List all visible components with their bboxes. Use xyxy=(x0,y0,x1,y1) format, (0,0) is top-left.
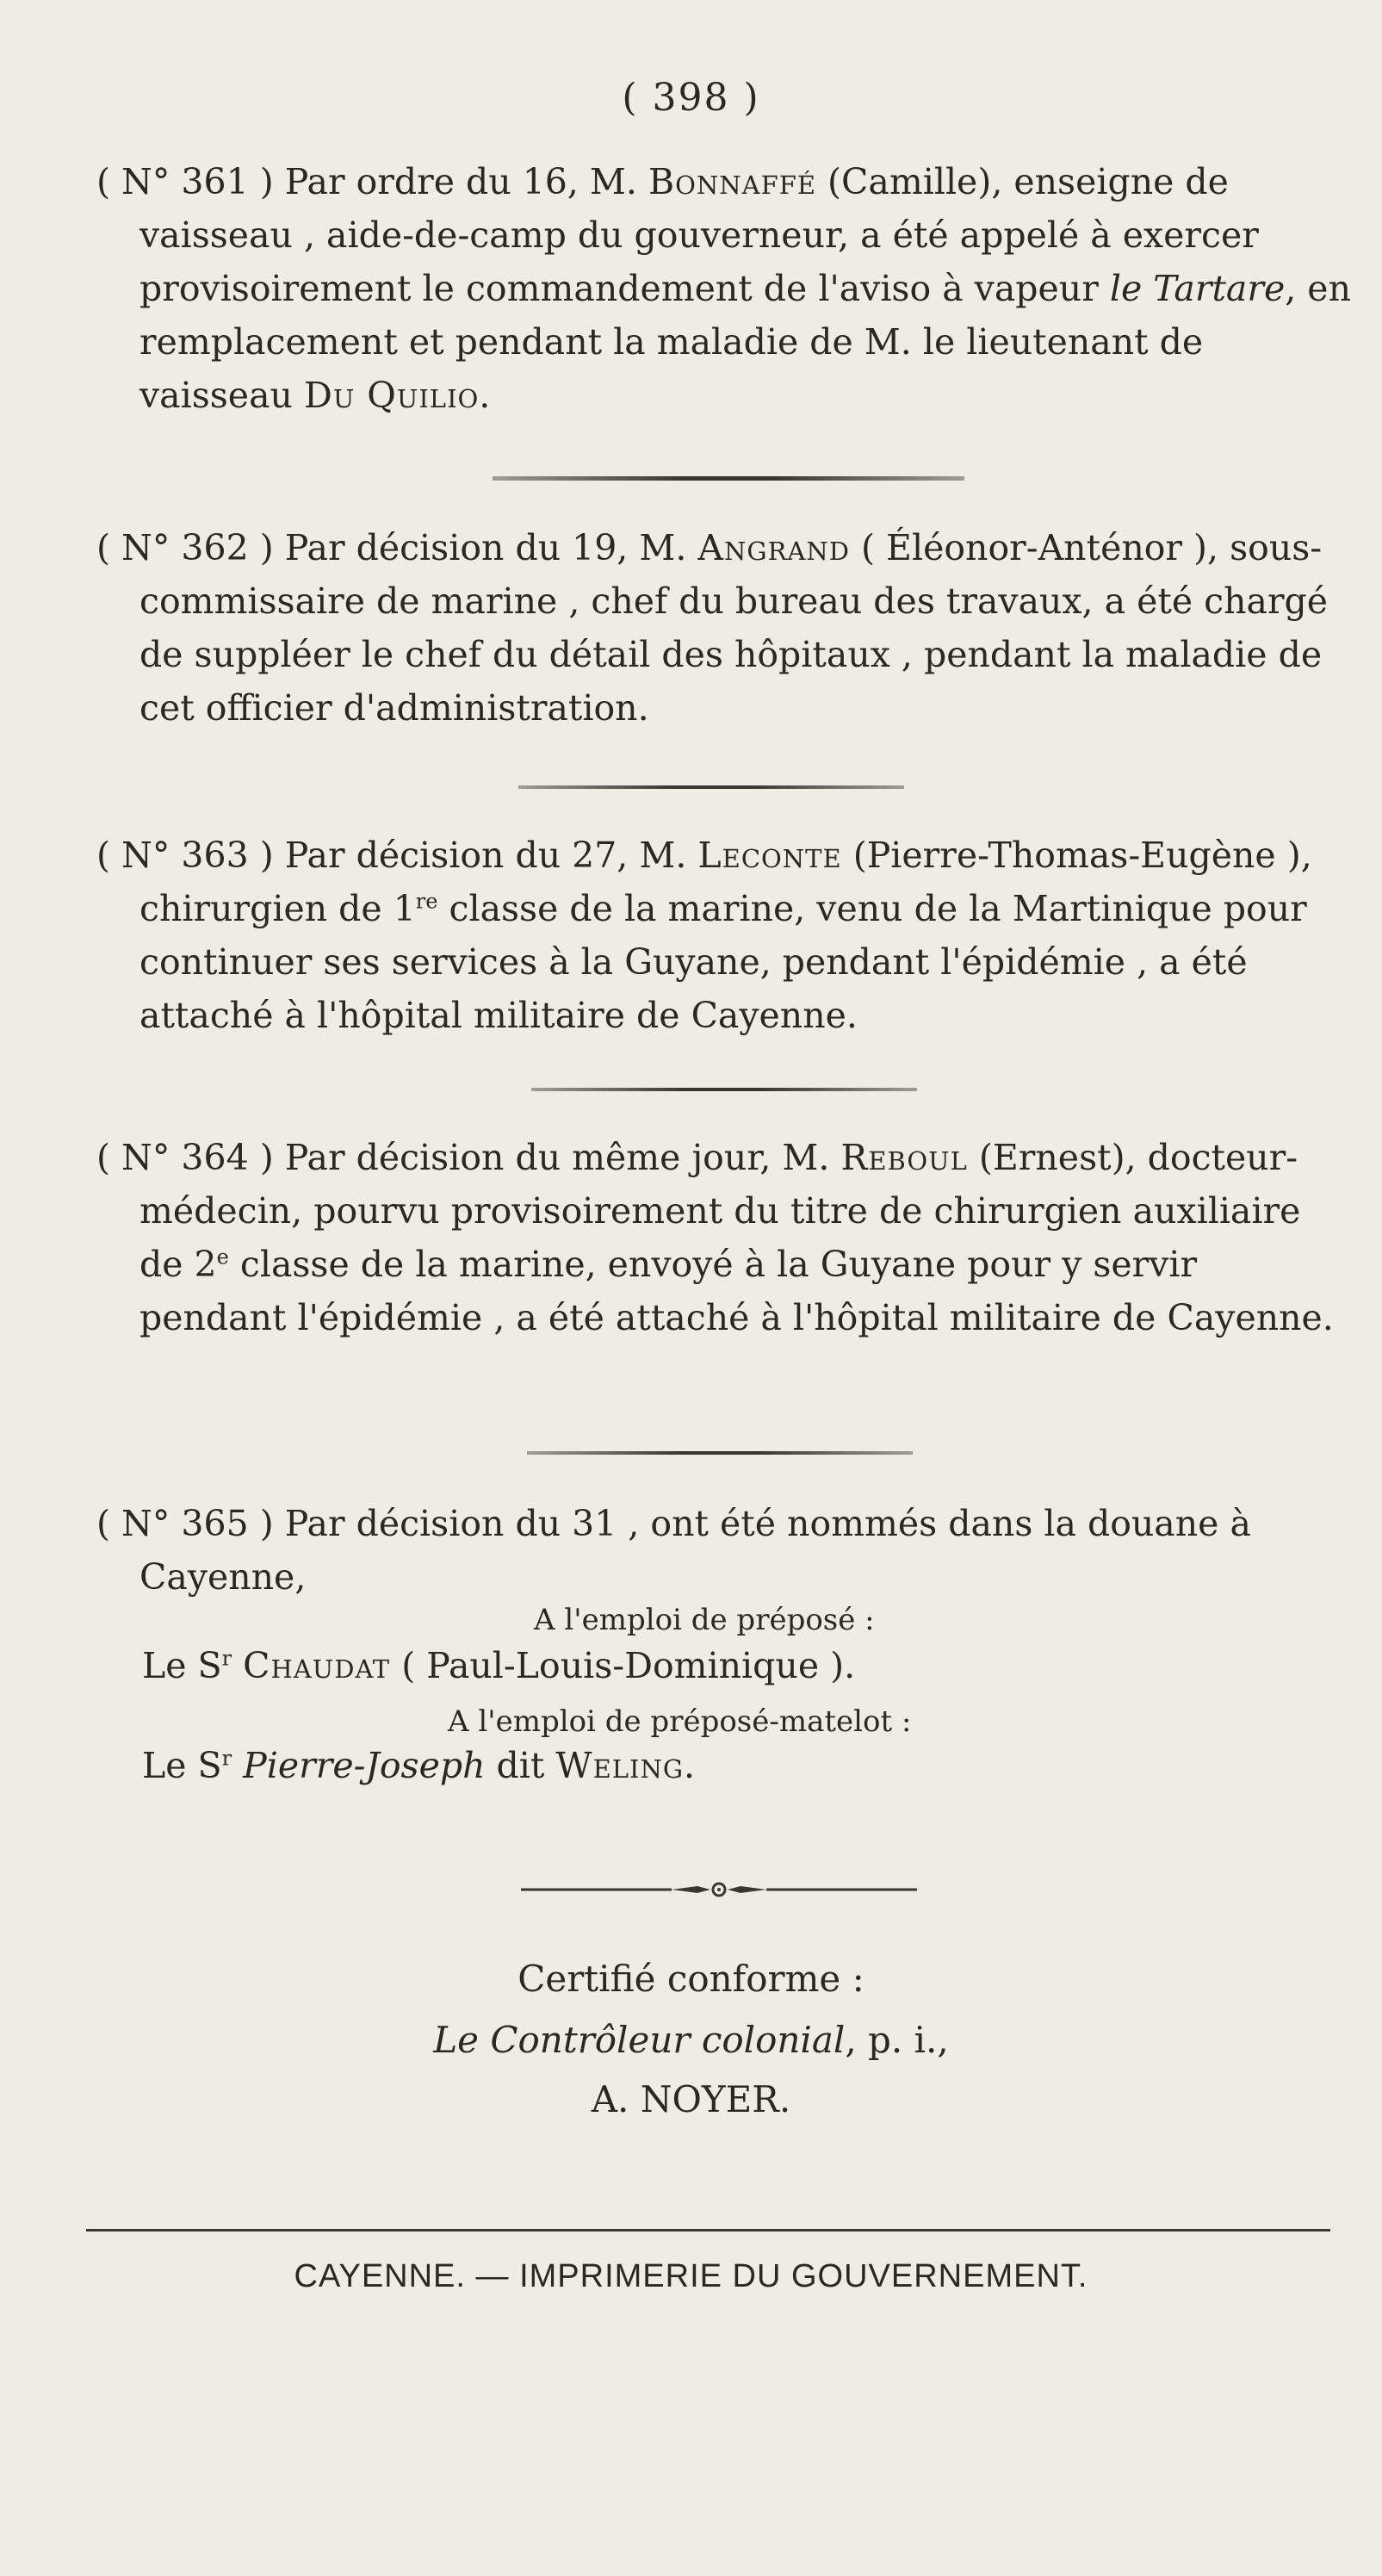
fleuron-ornament-icon xyxy=(521,1881,917,1898)
entry-number: ( N° 361 ) xyxy=(96,161,274,202)
separator-rule xyxy=(527,1451,913,1455)
entry-364 xyxy=(96,1131,1354,1344)
entry-text: ( N° 363 ) Par décision du 27, M. Leconte (Pierre-Thomas-Eugène ), chirurgien de 1re classe de la marine, venu de la Martinique pour continuer ses services à la Guyane, pendant l'épidémie , a été attaché à l'hôpital militaire de Cayenne. xyxy=(96,835,1312,1036)
entry-number: ( N° 365 ) xyxy=(96,1503,274,1544)
entry-number: ( N° 362 ) xyxy=(96,527,274,568)
person-name: Leconte xyxy=(697,835,842,876)
entry-text: ( N° 361 ) Par ordre du 16, M. Bonnaffé (Camille), enseigne de vaisseau , aide-de-camp du gouverneur, a été appelé à exercer provisoirement le commandement de l'aviso à vapeur le Tartare, en remplacement et pendant la maladie de M. le lieutenant de vaisseau Du Quilio. xyxy=(96,161,1351,416)
separator-rule xyxy=(531,1088,917,1091)
person-name: Weling xyxy=(555,1745,684,1786)
entry-number: ( N° 364 ) xyxy=(96,1137,274,1178)
entry-text: ( N° 362 ) Par décision du 19, M. Angrand ( Éléonor-Anténor ), sous-commissaire de marine , chef du bureau des travaux, a été chargé de suppléer le chef du détail des hôpitaux , pendant la maladie de cet officier d'administration. xyxy=(96,527,1329,729)
appointment-heading-preposé: A l'emploi de préposé : xyxy=(534,1603,875,1637)
appointee-weling: Le $S^r$ Pierre-Joseph dit Weling. xyxy=(142,1745,696,1786)
certification-title: Le Contrôleur colonial, p. i., xyxy=(433,2019,949,2061)
footer-rule xyxy=(86,2229,1330,2231)
person-name: Chaudat xyxy=(243,1645,391,1686)
person-name: Angrand xyxy=(697,527,850,568)
page-number: ( 398 ) xyxy=(622,76,760,120)
separator-rule xyxy=(518,785,904,789)
person-name: Du Quilio xyxy=(303,375,480,416)
signatory: A. NOYER. xyxy=(591,2078,791,2120)
person-name: Reboul xyxy=(840,1137,968,1178)
entry-363 xyxy=(96,829,1354,1042)
printer-imprint: CAYENNE. — IMPRIMERIE DU GOUVERNEMENT. xyxy=(294,2258,1088,2294)
entry-361 xyxy=(96,155,1354,422)
appointee-chaudat: Le $S^r$ Chaudat ( Paul-Louis-Dominique ). xyxy=(142,1645,856,1686)
person-name: Bonnaffé xyxy=(648,161,816,202)
entry-text: ( N° 365 ) Par décision du 31 , ont été nommés dans la douane à Cayenne, xyxy=(96,1503,1251,1598)
entry-365 xyxy=(96,1497,1354,1604)
certification-line: Certifié conforme : xyxy=(517,1958,865,2000)
entry-number: ( N° 363 ) xyxy=(96,835,274,876)
entry-362 xyxy=(96,521,1354,735)
ship-name: le Tartare xyxy=(1109,268,1286,309)
appointment-heading-matelot: A l'emploi de préposé-matelot : xyxy=(448,1704,912,1739)
separator-rule xyxy=(493,476,964,481)
entry-text: ( N° 364 ) Par décision du même jour, M. Reboul (Ernest), docteur-médecin, pourvu provisoirement du titre de chirurgien auxiliaire de 2e classe de la marine, envoyé à la Guyane pour y servir pendant l'épidémie , a été attaché à l'hôpital militaire de Cayenne. xyxy=(96,1137,1334,1338)
